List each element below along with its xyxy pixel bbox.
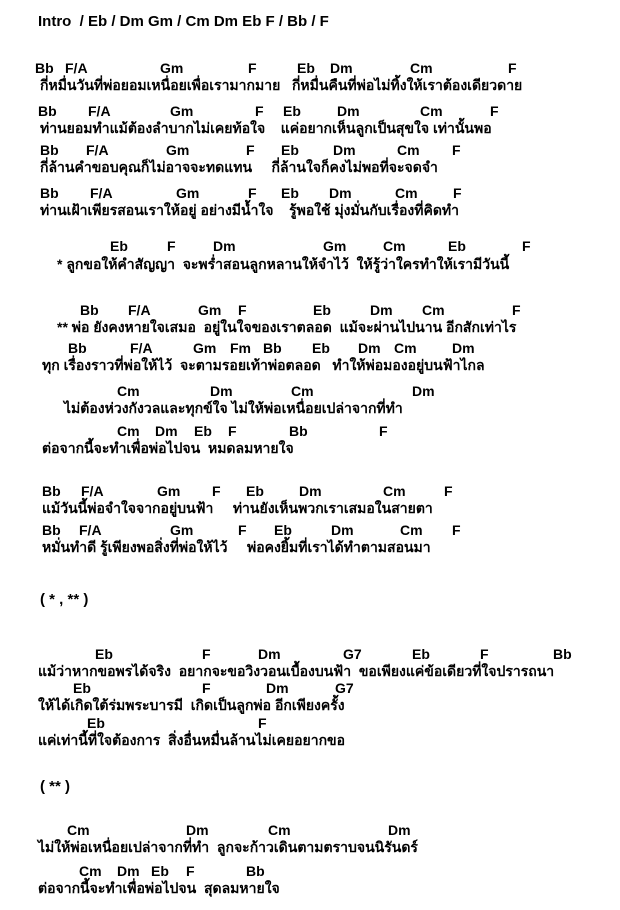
chord-label: Cm <box>422 302 445 318</box>
chord-label: F <box>248 185 257 201</box>
chord-label: Bb <box>42 483 61 499</box>
chord-label: Dm <box>155 423 178 439</box>
lyric-line: ต่อจากนี้จะทำเพื่อพ่อไปจน หมดลมหายใจ <box>42 440 294 456</box>
chord-label: F/A <box>65 60 88 76</box>
chord-label: Cm <box>395 185 418 201</box>
chord-label: Dm <box>337 103 360 119</box>
chord-label: Dm <box>258 646 281 662</box>
lyric-line: กี่หมื่นวันที่พ่อยอมเหนื่อยเพื่อเรามากมาย กี่หมื่นคืนที่พ่อไม่ทิ้งให้เราต้องเดียวดาย <box>40 77 523 93</box>
chord-label: F <box>480 646 489 662</box>
chord-label: F/A <box>128 302 151 318</box>
chord-label: Cm <box>394 340 417 356</box>
chord-label: Eb <box>281 142 299 158</box>
lyric-line: หมั่นทำดี รู้เพียงพอสิ่งที่พ่อให้ไว้ พ่อคงยิ้มที่เราได้ทำตามสอนมา <box>42 539 431 555</box>
chord-label: F <box>238 522 247 538</box>
chord-label: F <box>246 142 255 158</box>
chord-line <box>0 303 620 319</box>
chord-label: Gm <box>198 302 222 318</box>
chord-label: Eb <box>151 863 169 879</box>
chord-label: Gm <box>166 142 190 158</box>
chord-line <box>0 341 620 357</box>
chord-label: Dm <box>266 680 289 696</box>
chord-label: Dm <box>330 60 353 76</box>
chord-label: Eb <box>246 483 264 499</box>
chord-line <box>0 384 620 400</box>
chord-label: Dm <box>370 302 393 318</box>
chord-label: Eb <box>283 103 301 119</box>
chord-label: F/A <box>90 185 113 201</box>
chord-line <box>0 61 620 77</box>
chord-label: Dm <box>388 822 411 838</box>
chord-line <box>0 647 620 663</box>
lyric-line: ท่านเฝ้าเพียรสอนเราให้อยู่ อย่างมีน้ำใจ รู้พอใช้ มุ่งมั่นกับเรื่องที่คิดทำ <box>40 202 460 218</box>
lyric-line: ** พ่อ ยังคงหายใจเสมอ อยู่ในใจของเราตลอด แม้จะผ่านไปนาน อีกสักเท่าไร <box>57 319 517 335</box>
chord-label: Dm <box>186 822 209 838</box>
lyric-line: ต่อจากนี้จะทำเพื่อพ่อไปจน สุดลมหายใจ <box>38 880 280 896</box>
chord-label: Dm <box>452 340 475 356</box>
chord-label: Dm <box>412 383 435 399</box>
chord-label: Cm <box>268 822 291 838</box>
chord-label: F <box>379 423 388 439</box>
chord-label: Bb <box>263 340 282 356</box>
chord-label: Eb <box>281 185 299 201</box>
chord-label: Bb <box>68 340 87 356</box>
chord-label: F <box>452 142 461 158</box>
chord-label: Cm <box>410 60 433 76</box>
chord-label: F <box>202 646 211 662</box>
chord-label: F <box>453 185 462 201</box>
chord-label: F <box>522 238 531 254</box>
chord-label: F/A <box>79 522 102 538</box>
chord-label: F <box>228 423 237 439</box>
chord-label: F <box>512 302 521 318</box>
chord-label: Dm <box>331 522 354 538</box>
chord-label: Cm <box>117 423 140 439</box>
chord-line <box>0 104 620 120</box>
chord-label: Dm <box>329 185 352 201</box>
chord-line <box>0 239 620 255</box>
chord-line <box>0 484 620 500</box>
chord-label: Cm <box>79 863 102 879</box>
chord-label: Dm <box>333 142 356 158</box>
chord-label: Eb <box>73 680 91 696</box>
chord-label: F/A <box>88 103 111 119</box>
chord-label: Bb <box>38 103 57 119</box>
chord-label: F/A <box>81 483 104 499</box>
chord-label: Bb <box>42 522 61 538</box>
lyric-line: แม้วันนี้พ่อจำใจจากอยู่บนฟ้า ท่านยังเห็นพวกเราเสมอในสายตา <box>42 500 433 516</box>
chord-label: Dm <box>117 863 140 879</box>
chord-label: Gm <box>193 340 217 356</box>
chord-label: G7 <box>335 680 354 696</box>
chord-label: Cm <box>117 383 140 399</box>
chord-label: Eb <box>412 646 430 662</box>
chord-line <box>0 716 620 732</box>
chord-label: Cm <box>420 103 443 119</box>
chord-label: Bb <box>246 863 265 879</box>
lyric-line: ไม่ต้องห่วงกังวลและทุกข์ใจ ไม่ให้พ่อเหนื่อยเปล่าจากที่ทำ <box>64 400 403 416</box>
chord-label: Bb <box>35 60 54 76</box>
chord-label: Bb <box>553 646 572 662</box>
chord-label: Eb <box>448 238 466 254</box>
lyric-line: กี่ล้านคำขอบคุณก็ไม่อาจจะทดแทน กี่ล้านใจก็คงไม่พอที่จะจดจำ <box>40 159 438 175</box>
chord-line <box>0 864 620 880</box>
chord-label: Eb <box>95 646 113 662</box>
chord-label: Gm <box>157 483 181 499</box>
chord-label: Eb <box>297 60 315 76</box>
chord-label: Cm <box>383 238 406 254</box>
chord-line <box>0 523 620 539</box>
lyric-line: ไม่ให้พ่อเหนื่อยเปล่าจากที่ทำ ลูกจะก้าวเดินตามตราบจนนิรันดร์ <box>38 839 418 855</box>
chord-label: F <box>238 302 247 318</box>
chord-label: Bb <box>40 142 59 158</box>
chord-label: F <box>452 522 461 538</box>
chord-label: F <box>248 60 257 76</box>
chord-label: Gm <box>160 60 184 76</box>
chord-line <box>0 143 620 159</box>
chord-label: Eb <box>110 238 128 254</box>
intro-line: Intro / Eb / Dm Gm / Cm Dm Eb F / Bb / F <box>38 13 329 30</box>
chord-label: Cm <box>397 142 420 158</box>
chord-label: F <box>490 103 499 119</box>
chord-label: Dm <box>299 483 322 499</box>
chord-label: Gm <box>170 103 194 119</box>
chord-label: F <box>212 483 221 499</box>
chord-label: Eb <box>312 340 330 356</box>
chord-label: Eb <box>274 522 292 538</box>
chord-label: Cm <box>291 383 314 399</box>
chord-label: Gm <box>176 185 200 201</box>
chord-label: Fm <box>230 340 251 356</box>
chord-line <box>0 681 620 697</box>
chord-label: F <box>508 60 517 76</box>
section-marker: ( * , ** ) <box>40 591 89 608</box>
lyric-line: แม้ว่าหากขอพรได้จริง อยากจะขอวิงวอนเบื้องบนฟ้า ขอเพียงแค่ข้อเดียวที่ใจปรารถนา <box>38 663 555 679</box>
lyric-line: * ลูกขอให้คำสัญญา จะพร่ำสอนลูกหลานให้จำไว้ ให้รู้ว่าใครทำให้เรามีวันนี้ <box>57 256 510 272</box>
chord-label: Dm <box>358 340 381 356</box>
chord-label: F/A <box>130 340 153 356</box>
lyric-line: ท่านยอมทำแม้ต้องลำบากไม่เคยท้อใจ แค่อยากเห็นลูกเป็นสุขใจ เท่านั้นพอ <box>40 120 492 136</box>
chord-label: Dm <box>213 238 236 254</box>
chord-label: G7 <box>343 646 362 662</box>
chord-line <box>0 186 620 202</box>
lyric-line: ให้ได้เกิดใต้ร่มพระบารมี เกิดเป็นลูกพ่อ อีกเพียงครั้ง <box>38 697 345 713</box>
chord-label: F <box>258 715 267 731</box>
chord-label: F <box>186 863 195 879</box>
section-marker: ( ** ) <box>40 778 70 795</box>
chord-label: F <box>444 483 453 499</box>
chord-label: Bb <box>40 185 59 201</box>
lyric-line: ทุก เรื่องราวที่พ่อให้ไว้ จะตามรอยเท้าพ่อตลอด ทำให้พ่อมองอยู่บนฟ้าไกล <box>42 357 485 373</box>
chord-label: Eb <box>87 715 105 731</box>
lyric-line: แค่เท่านี้ที่ใจต้องการ สิ่งอื่นหมื่นล้านไม่เคยอยากขอ <box>38 732 346 748</box>
chord-label: F <box>202 680 211 696</box>
chord-label: F <box>255 103 264 119</box>
chord-label: Gm <box>323 238 347 254</box>
chord-label: F/A <box>86 142 109 158</box>
chord-line <box>0 823 620 839</box>
chord-label: Eb <box>194 423 212 439</box>
chord-label: F <box>167 238 176 254</box>
chord-label: Gm <box>170 522 194 538</box>
chord-label: Dm <box>210 383 233 399</box>
chord-label: Cm <box>383 483 406 499</box>
chord-line <box>0 424 620 440</box>
chord-label: Cm <box>400 522 423 538</box>
chord-label: Eb <box>313 302 331 318</box>
chord-label: Cm <box>67 822 90 838</box>
chord-label: Bb <box>80 302 99 318</box>
chord-label: Bb <box>289 423 308 439</box>
